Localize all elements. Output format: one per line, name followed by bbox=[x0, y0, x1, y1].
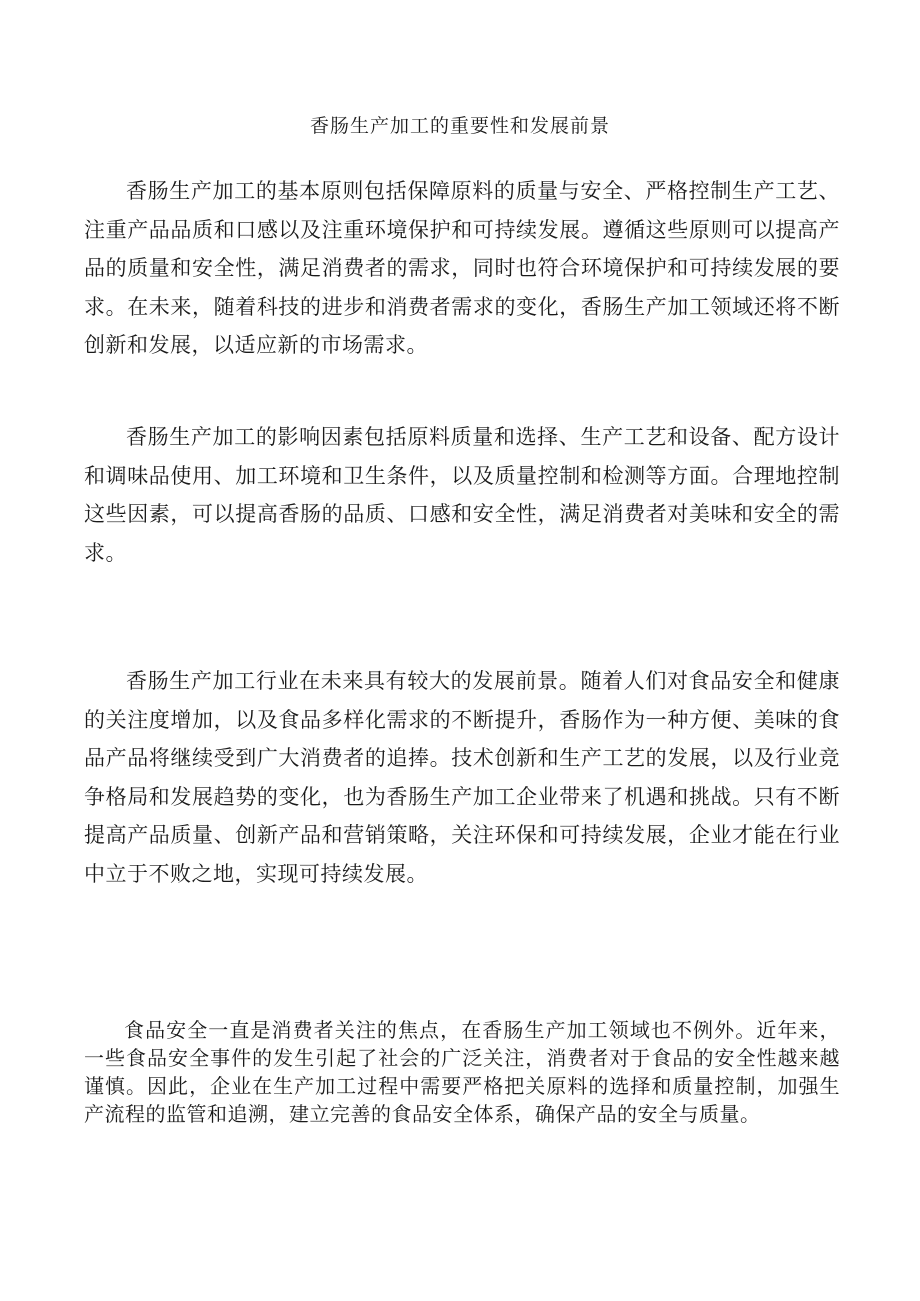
paragraph-food-safety: 食品安全一直是消费者关注的焦点，在香肠生产加工领域也不例外。近年来，一些食品安全事件的发生引起了社会的广泛关注，消费者对于食品的安全性越来越谨慎。因此，企业在生产加工过程中需要严格把关原料的选择和质量控制，加强生产流程的监管和追溯，建立完善的食品安全体系，确保产品的安全与质量。 bbox=[84, 1018, 840, 1126]
paragraph-prospects: 香肠生产加工行业在未来具有较大的发展前景。随着人们对食品安全和健康的关注度增加，以及食品多样化需求的不断提升，香肠作为一种方便、美味的食品产品将继续受到广大消费者的追捧。技术创新和生产工艺的发展，以及行业竞争格局和发展趋势的变化，也为香肠生产加工企业带来了机遇和挑战。只有不断提高产品质量、创新产品和营销策略，关注环保和可持续发展，企业才能在行业中立于不败之地，实现可持续发展。 bbox=[84, 669, 840, 886]
paragraph-principles: 香肠生产加工的基本原则包括保障原料的质量与安全、严格控制生产工艺、注重产品品质和口感以及注重环境保护和可持续发展。遵循这些原则可以提高产品的质量和安全性，满足消费者的需求，同时也符合环境保护和可持续发展的要求。在未来，随着科技的进步和消费者需求的变化，香肠生产加工领域还将不断创新和发展，以适应新的市场需求。 bbox=[84, 179, 840, 357]
paragraph-factors: 香肠生产加工的影响因素包括原料质量和选择、生产工艺和设备、配方设计和调味品使用、加工环境和卫生条件，以及质量控制和检测等方面。合理地控制这些因素，可以提高香肠的品质、口感和安全性，满足消费者对美味和安全的需求。 bbox=[84, 425, 840, 565]
document-title: 香肠生产加工的重要性和发展前景 bbox=[309, 115, 610, 137]
